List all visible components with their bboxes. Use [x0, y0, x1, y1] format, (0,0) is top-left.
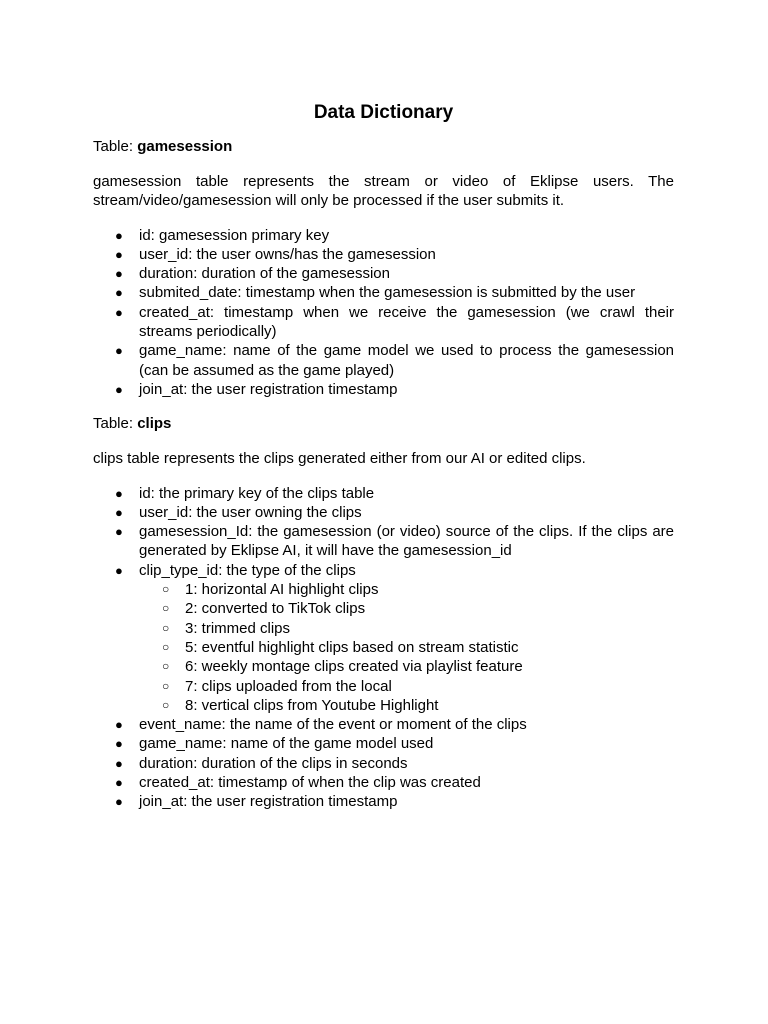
bullet-icon: ●	[115, 794, 123, 810]
list-item	[93, 503, 674, 522]
bullet-icon: ●	[115, 562, 123, 578]
list-item	[93, 561, 674, 715]
field-text: join_at: the user registration timestamp	[139, 380, 398, 398]
field-text: id: the primary key of the clips table	[139, 484, 375, 502]
field-text: created_at: timestamp of when the clip was created	[139, 774, 481, 792]
bullet-icon: ●	[115, 524, 123, 540]
list-item	[93, 715, 674, 734]
bullet-icon: ●	[115, 227, 123, 243]
bullet-icon: ●	[115, 343, 123, 359]
field-text: user_id: the user owns/has the gamesession	[139, 245, 436, 263]
document-page	[93, 100, 674, 812]
bullet-icon: ●	[115, 285, 123, 301]
list-item	[93, 484, 674, 503]
sub-list-item	[139, 657, 674, 676]
bullet-icon: ●	[115, 304, 123, 320]
gamesession-heading-prefix: Table:	[93, 138, 138, 155]
hollow-bullet-icon: ○	[162, 639, 170, 654]
field-text: duration: duration of the gamesession	[139, 265, 390, 283]
list-item	[93, 773, 674, 792]
gamesession-heading-name: gamesession	[137, 138, 233, 155]
list-item	[93, 734, 674, 753]
clips-heading-prefix: Table:	[93, 415, 138, 433]
clips-table-heading	[93, 414, 674, 434]
sub-list-item	[139, 599, 674, 618]
list-item	[93, 754, 674, 773]
field-text: created_at: timestamp when we receive the gamesession (we crawl their streams periodically)	[139, 303, 674, 341]
hollow-bullet-icon: ○	[162, 620, 170, 635]
sub-list-item	[139, 619, 674, 638]
sub-list-item	[139, 677, 674, 696]
field-text: event_name: the name of the event or moment of the clips	[139, 716, 527, 734]
hollow-bullet-icon: ○	[162, 582, 170, 597]
sub-list-item	[139, 580, 674, 599]
sub-list-item	[139, 696, 674, 715]
gamesession-field-list	[93, 226, 674, 400]
field-text: duration: duration of the clips in seconds	[139, 754, 408, 772]
bullet-icon: ●	[115, 775, 123, 791]
clip-type-text: 1: horizontal AI highlight clips	[185, 581, 379, 599]
bullet-icon: ●	[115, 755, 123, 771]
clips-field-list	[93, 484, 674, 812]
list-item	[93, 341, 674, 380]
clip-type-text: 7: clips uploaded from the local	[185, 677, 392, 695]
field-text: id: gamesession primary key	[139, 226, 330, 244]
hollow-bullet-icon: ○	[162, 601, 170, 616]
bullet-icon: ●	[115, 736, 123, 752]
clip-type-text: 8: vertical clips from Youtube Highlight	[185, 696, 439, 714]
list-item	[93, 303, 674, 342]
gamesession-table-heading	[93, 137, 674, 157]
clip-type-text: 3: trimmed clips	[185, 619, 291, 637]
list-item	[93, 226, 674, 245]
field-text: clip_type_id: the type of the clips	[139, 561, 356, 579]
clip-type-text: 5: eventful highlight clips based on stream statistic	[185, 638, 519, 656]
field-text: gamesession_Id: the gamesession (or video) source of the clips. If the clips are generated by Eklipse AI, it will have the gamesession_id	[139, 523, 674, 560]
list-item	[93, 283, 674, 302]
gamesession-description: gamesession table represents the stream or video of Eklipse users. The stream/video/gamesession will only be processed if the user submits it.	[93, 173, 674, 210]
field-text: game_name: name of the game model used	[139, 735, 434, 753]
clips-heading-name: clips	[137, 415, 172, 433]
bullet-icon: ●	[115, 504, 123, 520]
bullet-icon: ●	[115, 246, 123, 262]
hollow-bullet-icon: ○	[162, 678, 170, 693]
hollow-bullet-icon: ○	[162, 697, 170, 712]
field-text: user_id: the user owning the clips	[139, 503, 362, 521]
hollow-bullet-icon: ○	[162, 659, 170, 674]
field-text: submited_date: timestamp when the gamesession is submitted by the user	[139, 284, 636, 302]
document-title: Data Dictionary	[313, 102, 454, 123]
bullet-icon: ●	[115, 485, 123, 501]
clip-type-text: 6: weekly montage clips created via playlist feature	[185, 658, 523, 676]
list-item	[93, 380, 674, 399]
bullet-icon: ●	[115, 381, 123, 397]
clips-description: clips table represents the clips generated either from our AI or edited clips.	[93, 450, 586, 468]
field-text: join_at: the user registration timestamp	[139, 793, 398, 811]
clip-type-text: 2: converted to TikTok clips	[185, 600, 366, 618]
list-item	[93, 245, 674, 264]
bullet-icon: ●	[115, 266, 123, 282]
sub-list-item	[139, 638, 674, 657]
list-item	[93, 264, 674, 283]
list-item	[93, 522, 674, 561]
clip-type-list	[139, 580, 674, 715]
bullet-icon: ●	[115, 717, 123, 733]
list-item	[93, 792, 674, 811]
field-text: game_name: name of the game model we used to process the gamesession (can be assumed as the game played)	[139, 342, 674, 379]
